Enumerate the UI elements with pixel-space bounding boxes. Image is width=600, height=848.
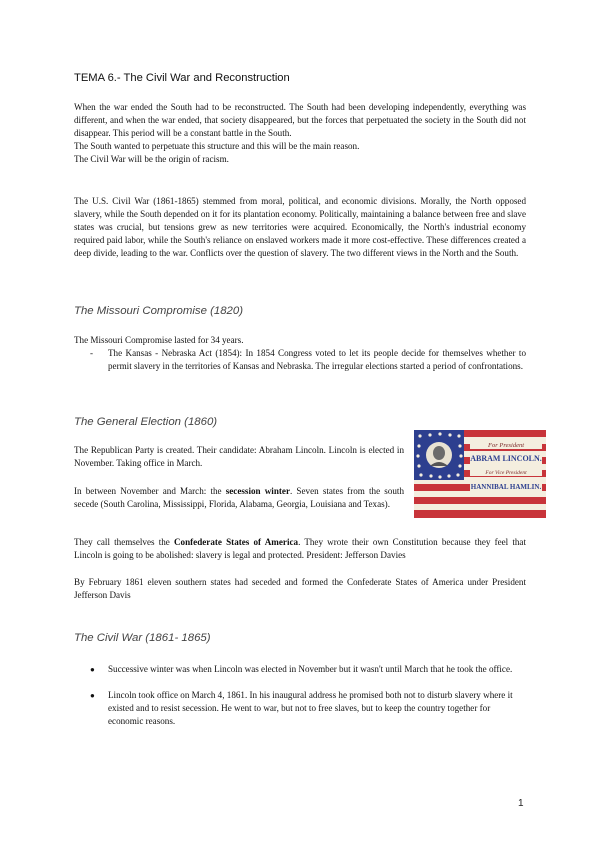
list-item-text: Lincoln took office on March 4, 1861. In his inaugural address he promised both not to disturb slavery where it existed and to resist secession. He went to war, but not to free slaves, but to keep the country together for economic reasons.: [108, 690, 513, 726]
secession-winter-term: secession winter: [225, 486, 290, 496]
confederate-term: Confederate States of America: [173, 537, 299, 547]
election-paragraph: The Republican Party is created. Their candidate: Abraham Lincoln. Lincoln is elected in November. Taking office in March.: [74, 445, 404, 468]
text-span: . They wrote their own Constitution because they feel that Lincoln is going to be abolished: slavery is legal and protected. President: Jefferson Davies: [74, 537, 526, 560]
list-item: [90, 689, 526, 728]
election-paragraph: By February 1861 eleven southern states had seceded and formed the Confederate States of America under President Jefferson Davis: [74, 577, 526, 600]
bullet-marker: ●: [90, 665, 95, 674]
missouri-heading: The Missouri Compromise (1820): [74, 305, 244, 317]
bullet-marker: ●: [90, 691, 95, 700]
document-title: TEMA 6.- The Civil War and Reconstruction: [74, 72, 290, 84]
intro-line: The Civil War will be the origin of racism.: [74, 154, 229, 164]
intro-paragraph: When the war ended the South had to be reconstructed. The South had been developing independently, everything was different, and when the war ended, that society disappeared, but the forces that perpetuated the society in the South did not disappear. This period will be a constant battle in the South.: [74, 102, 526, 138]
campaign-flag-image: [414, 430, 546, 518]
election-heading: The General Election (1860): [74, 416, 218, 428]
intro-section: [74, 101, 526, 166]
civil-war-heading: The Civil War (1861- 1865): [74, 632, 211, 644]
flag-text: For President: [487, 442, 525, 449]
missouri-paragraph: The Missouri Compromise lasted for 34 years.: [74, 335, 244, 345]
dash-marker: -: [90, 348, 94, 358]
list-item: [90, 347, 526, 373]
election-paragraph: [74, 536, 526, 562]
flag-text: ABRAM LINCOLN.: [470, 454, 542, 463]
background-paragraph: The U.S. Civil War (1861-1865) stemmed from moral, political, and economic divisions. Morally, the North opposed slavery, while the South depended on it for its plantation economy. Politically, maintaining a balance between free and slave states was crucial, but tensions grew as new territories were acquired. Economically, the North's industrial economy required paid labor, while the South's reliance on enslaved workers made it more cost-effective. These differences created a deep divide, leading to the war. Conflicts over the question of slavery. The two different views in the North and the South.: [74, 196, 526, 258]
text-span: They call themselves the: [74, 537, 174, 547]
intro-line: The South wanted to perpetuate this structure and this will be the main reason.: [74, 141, 360, 151]
list-item-text: The Kansas - Nebraska Act (1854): In 1854 Congress voted to let its people decide for themselves whether to permit slavery in the territories of Kansas and Nebraska. The irregular elections started a period of confrontations.: [108, 348, 526, 371]
page-number: 1: [518, 798, 524, 809]
list-item: [90, 663, 526, 676]
list-item-text: Successive winter was when Lincoln was elected in November but it wasn't until March that he took the office.: [108, 664, 513, 674]
flag-text: For Vice President: [485, 470, 527, 476]
flag-text: HANNIBAL HAMLIN.: [470, 483, 542, 491]
text-span: . Seven states from the south secede (South Carolina, Mississippi, Florida, Alabama, Georgia, Louisiana and Texas).: [74, 486, 404, 509]
election-paragraph: [74, 485, 404, 511]
text-span: In between November and March: the: [74, 486, 226, 496]
